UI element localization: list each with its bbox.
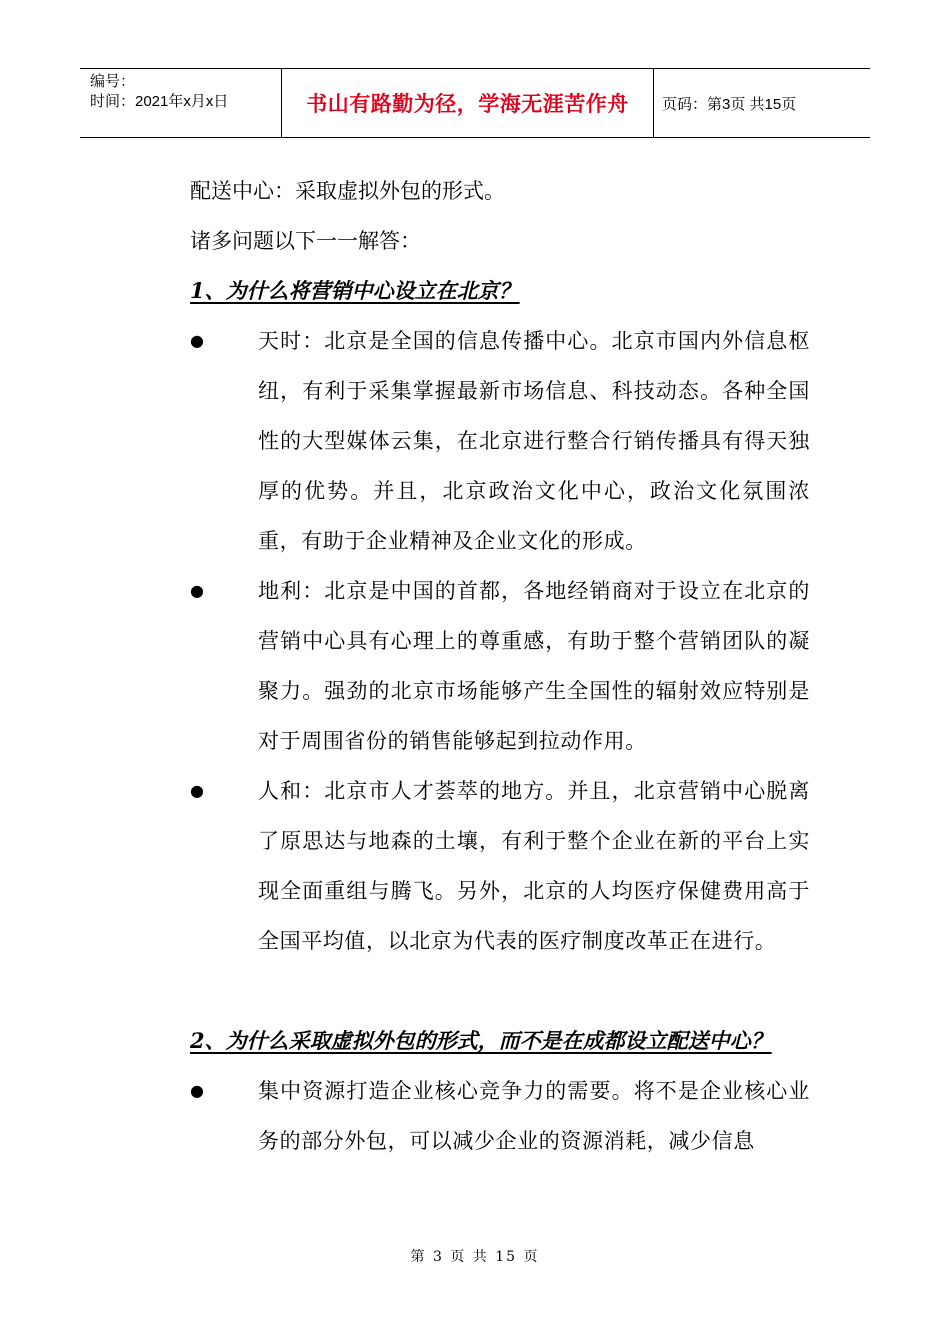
bullet-item — [190, 1066, 810, 1166]
bullet-text: 人和：北京市人才荟萃的地方。并且，北京营销中心脱离了原思达与地森的土壤，有利于整个企业在新的平台上实现全面重组与腾飞。另外，北京的人均医疗保健费用高于全国平均值，以北京为代表的医疗制度改革正在进行。 — [258, 779, 810, 953]
section-heading: 1、为什么将营销中心设立在北京？ — [190, 278, 520, 303]
header-meta-cell — [80, 69, 282, 137]
bullet-item — [190, 316, 810, 566]
document-number-label: 编号： — [90, 73, 136, 90]
header-motto: 书山有路勤为径，学海无涯苦作舟 — [306, 92, 629, 116]
bullet-text: 天时：北京是全国的信息传播中心。北京市国内外信息枢纽，有利于采集掌握最新市场信息、科技动态。各种全国性的大型媒体云集，在北京进行整合行销传播具有得天独厚的优势。并且，北京政治文化中心，政治文化氛围浓重，有助于企业精神及企业文化的形成。 — [258, 329, 810, 553]
document-date: 时间：2021年x月x日 — [90, 93, 229, 110]
intro-line: 诸多问题以下一一解答： — [190, 229, 421, 253]
section-heading: 2、为什么采取虚拟外包的形式，而不是在成都设立配送中心？ — [190, 1028, 772, 1053]
bullet-text: 地利：北京是中国的首都，各地经销商对于设立在北京的营销中心具有心理上的尊重感，有助于整个营销团队的凝聚力。强劲的北京市场能够产生全国性的辐射效应特别是对于周围省份的销售能够起到拉动作用。 — [258, 579, 810, 753]
bullet-text: 集中资源打造企业核心竞争力的需要。将不是企业核心业务的部分外包，可以减少企业的资源消耗，减少信息 — [258, 1079, 810, 1153]
document-body — [190, 166, 810, 1166]
header-page-cell — [654, 69, 870, 137]
bullet-dot: ● — [190, 331, 204, 350]
bullet-dot: ● — [190, 581, 204, 600]
page-footer: 第 3 页 共 15 页 — [410, 1249, 540, 1265]
intro-line: 配送中心：采取虚拟外包的形式。 — [190, 179, 505, 203]
header-table — [80, 68, 870, 138]
bullet-dot: ● — [190, 781, 204, 800]
header-page-info: 页码：第3页 共15页 — [662, 95, 797, 113]
bullet-item — [190, 566, 810, 766]
bullet-dot: ● — [190, 1081, 204, 1100]
header-motto-cell — [282, 69, 654, 137]
bullet-item — [190, 766, 810, 966]
section-spacer — [190, 966, 810, 1016]
